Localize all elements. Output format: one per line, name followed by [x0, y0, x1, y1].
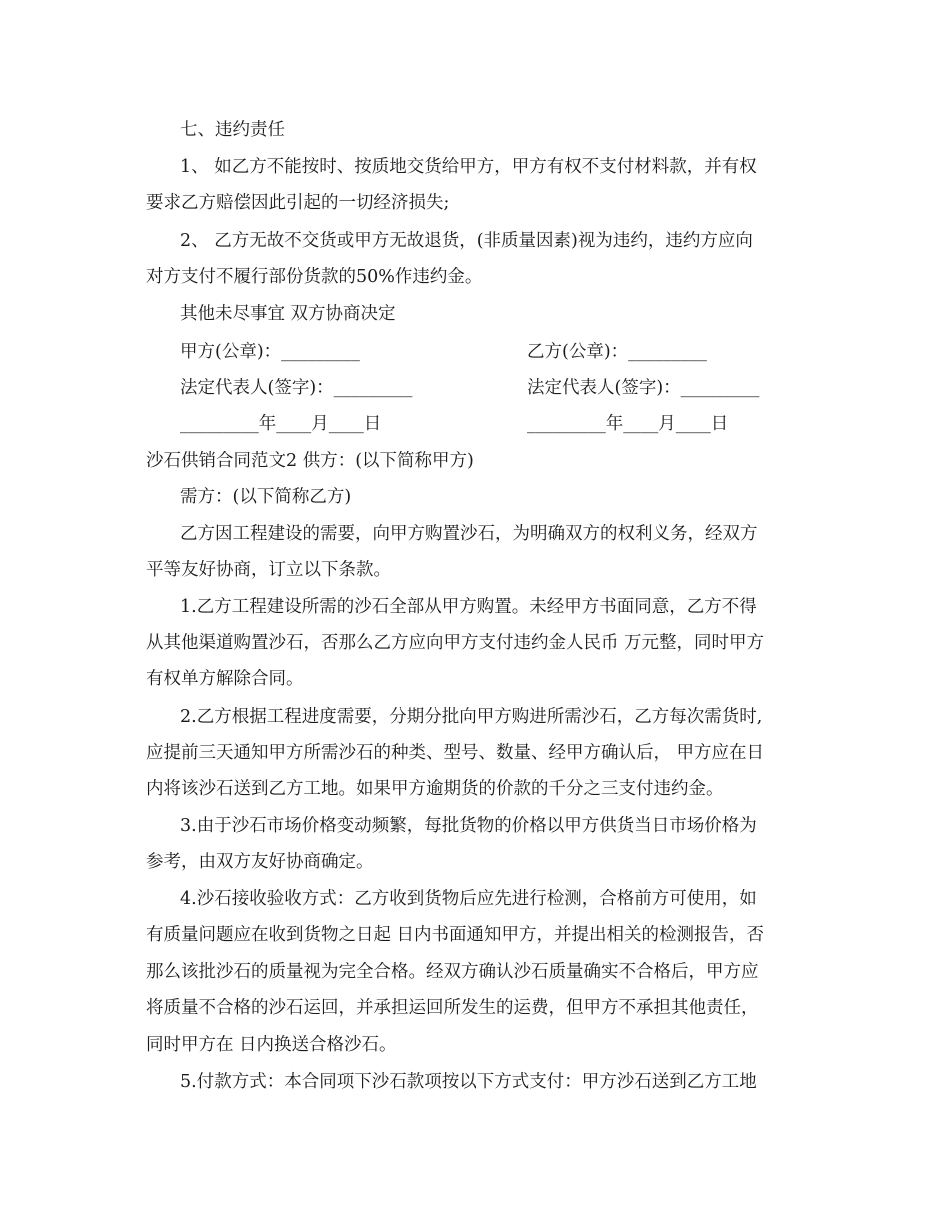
clause-1-line-1: 1、 如乙方不能按时、按质地交货给甲方，甲方有权不支付材料款，并有权 [180, 157, 757, 177]
item-1-line-1: 1.乙方工程建设所需的沙石全部从甲方购置。未经甲方书面同意，乙方不得 [180, 597, 757, 617]
party-b-date: _________年____月____日 [527, 414, 729, 434]
party-a-seal: 甲方(公章)：_________ [180, 342, 360, 362]
party-a-date: _________年____月____日 [180, 414, 382, 434]
item-2-line-3: 内将该沙石送到乙方工地。如果甲方逾期货的价款的千分之三支付违约金。 [146, 779, 724, 799]
item-4-line-5: 同时甲方在 日内换送合格沙石。 [146, 1035, 397, 1055]
section-heading: 七、违约责任 [180, 120, 285, 140]
item-4-line-4: 将质量不合格的沙石运回，并承担运回所发生的运费，但甲方不承担其他责任， [146, 998, 759, 1018]
clause-2-line-1: 2、 乙方无故不交货或甲方无故退货，(非质量因素)视为违约，违约方应向 [180, 231, 753, 251]
item-4-line-1: 4.沙石接收验收方式：乙方收到货物后应先进行检测，合格前方可使用，如 [180, 889, 757, 909]
party-b-representative: 法定代表人(签字)：_________ [527, 378, 760, 398]
intro-line-1: 乙方因工程建设的需要，向甲方购置沙石，为明确双方的权利义务，经双方 [180, 524, 758, 544]
intro-line-2: 平等友好协商，订立以下条款。 [146, 560, 391, 580]
item-4-line-3: 那么该批沙石的质量视为完全合格。经双方确认沙石质量确实不合格后，甲方应 [146, 962, 759, 982]
item-4-line-2: 有质量问题应在收到货物之日起 日内书面通知甲方，并提出相关的检测报告，否 [146, 925, 765, 945]
item-1-line-3: 有权单方解除合同。 [146, 669, 304, 689]
item-5-line-1: 5.付款方式：本合同项下沙石款项按以下方式支付：甲方沙石送到乙方工地 [180, 1072, 757, 1092]
item-3-line-2: 参考，由双方友好协商确定。 [146, 852, 374, 872]
party-b-seal: 乙方(公章)：_________ [527, 342, 707, 362]
item-1-line-2: 从其他渠道购置沙石，否那么乙方应向甲方支付违约金人民币 万元整，同时甲方 [146, 633, 765, 653]
demander-line: 需方：(以下简称乙方) [180, 487, 352, 507]
party-a-representative: 法定代表人(签字)：_________ [180, 378, 413, 398]
other-matters: 其他未尽事宜 双方协商决定 [180, 304, 396, 324]
clause-1-line-2: 要求乙方赔偿因此引起的一切经济损失; [146, 193, 450, 213]
item-3-line-1: 3.由于沙石市场价格变动频繁，每批货物的价格以甲方供货当日市场价格为 [180, 816, 757, 836]
contract-2-title: 沙石供销合同范文2 供方：(以下简称甲方) [146, 451, 474, 471]
item-2-line-2: 应提前三天通知甲方所需沙石的种类、型号、数量、经甲方确认后， 甲方应在日 [146, 743, 765, 763]
item-2-line-1: 2.乙方根据工程进度需要，分期分批向甲方购进所需沙石，乙方每次需货时, [180, 707, 763, 727]
clause-2-line-2: 对方支付不履行部份货款的50%作违约金。 [146, 267, 483, 287]
